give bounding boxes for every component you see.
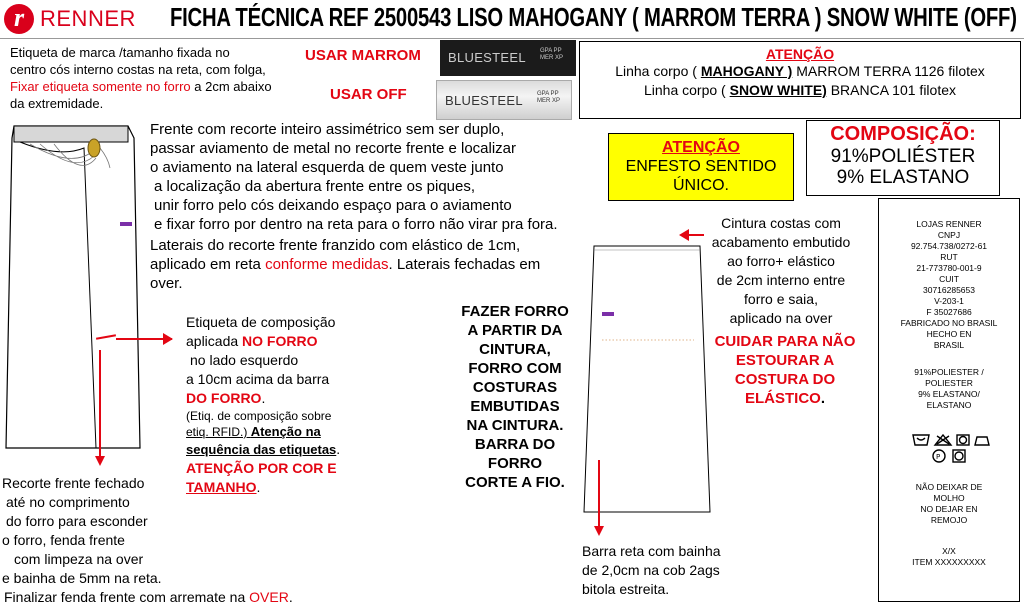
brand-label-dark [440,40,576,76]
note-line: centro cós interno costas na reta, com folga, [10,62,266,77]
waist-note [696,214,866,328]
sides-note [150,236,610,293]
t: Atenção na [250,424,321,439]
t: forro e saia, [744,291,818,307]
care-tag-company [879,219,1019,351]
hem-note [582,542,782,599]
care-tag-line: 21-773780-001-9 [916,263,982,273]
t: o forro, fenda frente [2,532,125,548]
note-line: Etiqueta de marca /tamanho fixada no [10,45,230,60]
t: MARROM TERRA 1126 filotex [792,63,985,79]
attention-title: ATENÇÃO [765,46,835,62]
t [186,332,386,351]
arrow-front-cut [99,350,101,460]
t: BRANCA 101 filotex [826,82,956,98]
careful-note [700,332,870,408]
t: NO FORRO [242,333,318,349]
care-symbols-icon [899,429,999,465]
logo-text: RENNER [40,6,136,31]
t: NA CINTURA. [466,417,564,434]
t: Linha corpo ( [615,63,701,79]
t: ÚNICO. [673,177,729,194]
arrow-head-icon [163,333,173,345]
t: . [336,441,341,457]
t: acabamento embutido [711,234,851,250]
lining-note [440,302,590,492]
t: FORRO [487,455,543,472]
t: aplicado em reta [150,256,266,273]
attention-title: ATENÇÃO [662,139,740,156]
t: etiq. RFID.) [186,425,251,439]
t: Barra reta com bainha [582,543,721,559]
care-tag-line: V-203-1 [934,296,964,306]
brand-label-size: GPA PP MER XP [537,91,561,104]
care-tag-line: ELASTANO [926,400,972,410]
care-tag-instructions [879,482,1019,526]
t: aplicada [186,333,243,349]
note-line: e fixar forro por dentro na reta para o forro não virar pra fora. [154,216,558,233]
t: sequência das etiquetas [186,442,337,457]
care-tag-line: F 35027686 [926,307,972,317]
t: BARRA DO [474,436,556,453]
t: COSTURA DO [734,371,836,388]
t: aplicado na over [729,310,833,326]
usar-off-label: USAR OFF [330,86,407,103]
t: conforme medidas [265,256,389,273]
arrow-head-icon [594,526,604,536]
t: OVER [249,589,289,605]
header [0,0,1024,39]
care-tag-item: ITEM XXXXXXXXX [912,557,986,567]
care-tag-line: REMOJO [930,515,968,525]
note-line: Frente com recorte inteiro assimétrico sem ser duplo, [150,121,505,138]
thread-line-2 [580,81,1020,100]
care-tag-line: 30716285653 [922,285,975,295]
t: FAZER FORRO [461,303,569,320]
t: . [256,479,261,495]
comp-label-note [186,313,386,497]
note-line: unir forro pelo cós deixando espaço para o aviamento [154,197,512,214]
care-tag-line: POLIESTER [925,378,973,388]
care-tag-composition [879,367,1019,411]
t: EMBUTIDAS [470,398,560,415]
brand-label-note [10,44,310,112]
t: FORRO COM [468,360,562,377]
arrow-hem [598,460,600,530]
t: do forro para esconder [6,513,148,529]
t: A PARTIR DA [467,322,563,339]
care-tag-line: 9% ELASTANO/ [918,389,980,399]
care-tag-line: BRASIL [933,340,965,350]
note-line: over. [150,275,183,292]
care-tag-line: 92.754.738/0272-61 [910,241,988,251]
t: de 2cm interno entre [716,272,846,288]
note-line: a localização da abertura frente entre os piques, [154,178,476,195]
t: até no comprimento [6,494,130,510]
care-tag-line: NO DEJAR EN [920,504,978,514]
care-tag-line: 91%POLIESTER / [914,367,984,377]
skirt-front-sketch [0,118,150,478]
t: a 10cm acima da barra [186,371,330,387]
t: CUIDAR PARA NÃO [714,333,856,350]
t: ELÁSTICO [744,390,821,407]
care-tag-line: NÃO DEIXAR DE [915,482,983,492]
t: (Etiq. de composição sobre [186,409,332,423]
care-tag-line: LOJAS RENNER [916,219,982,229]
thread-line-1 [580,62,1020,81]
t: ao forro+ elástico [727,253,835,269]
t: COSTURAS [472,379,558,396]
brand-label-text: BLUESTEEL [448,50,526,65]
note-line: da extremidade. [10,96,104,111]
renner-logo-icon: r [4,4,34,34]
page-title: FICHA TÉCNICA REF 2500543 LISO MAHOGANY ( MARROM TERRA ) SNOW WHITE (OFF) [170,2,1017,32]
t: CINTURA, [479,341,551,358]
care-tag-size: X/X [942,546,956,556]
care-tag-line: FABRICADO NO BRASIL [900,318,998,328]
t: DO FORRO [186,390,262,406]
t: SNOW WHITE) [729,82,827,98]
t: 91%POLIÉSTER [830,146,976,167]
arrow-head-icon [95,456,105,466]
care-tag-line: MOLHO [933,493,965,503]
t: Recorte frente fechado [2,475,145,491]
t: . [820,390,825,407]
t: MAHOGANY ) [700,63,793,79]
t: . [261,390,266,406]
care-tag-line: HECHO EN [926,329,972,339]
care-tag [878,198,1020,602]
t: TAMANHO [186,479,257,495]
arrow-head-icon [679,229,689,241]
t: 9% ELASTANO [836,167,970,188]
front-cut-note [2,474,382,607]
note-text: a 2cm abaixo [190,79,272,94]
brand-label-light [436,80,572,120]
t: ESTOURAR A [735,352,835,369]
note-line: passar aviamento de metal no recorte frente e localizar [150,140,517,157]
t: CORTE A FIO. [465,474,565,491]
t: Cintura costas com [721,215,841,231]
t: e bainha de 5mm na reta. [2,570,162,586]
front-note [150,120,610,234]
brand-label-text: BLUESTEEL [445,93,523,108]
t: . [288,589,293,605]
attention-yellow-box [608,133,794,201]
t: . Laterais fechadas em [388,256,541,273]
t: Etiqueta de composição [186,314,336,330]
brand-label-size: GPA PP MER XP [540,48,564,61]
t: de 2,0cm na cob 2ags [582,562,720,578]
t: ATENÇÃO POR COR E [186,460,337,476]
note-line [10,78,310,95]
note-line: Laterais do recorte frente franzido com elástico de 1cm, [150,237,521,254]
t: ENFESTO SENTIDO [625,158,777,175]
t: com limpeza na over [14,551,144,567]
care-tag-line: CUIT [939,274,959,284]
care-tag-line: RUT [940,252,958,262]
usar-marrom-label: USAR MARROM [305,47,421,64]
attention-thread-box [579,41,1021,119]
t: Linha corpo ( [644,82,730,98]
composition-box [806,120,1000,196]
care-tag-line: CNPJ [937,230,961,240]
note-red: Fixar etiqueta somente no forro [10,79,191,94]
t: bitola estreita. [582,581,670,597]
t: Finalizar fenda frente com arremate na [4,589,250,605]
note-line: o aviamento na lateral esquerda de quem veste junto [150,159,504,176]
svg-text:P: P [936,453,941,461]
note-line [150,255,610,274]
composition-title: COMPOSIÇÃO: [830,123,976,145]
t: no lado esquerdo [190,352,299,368]
